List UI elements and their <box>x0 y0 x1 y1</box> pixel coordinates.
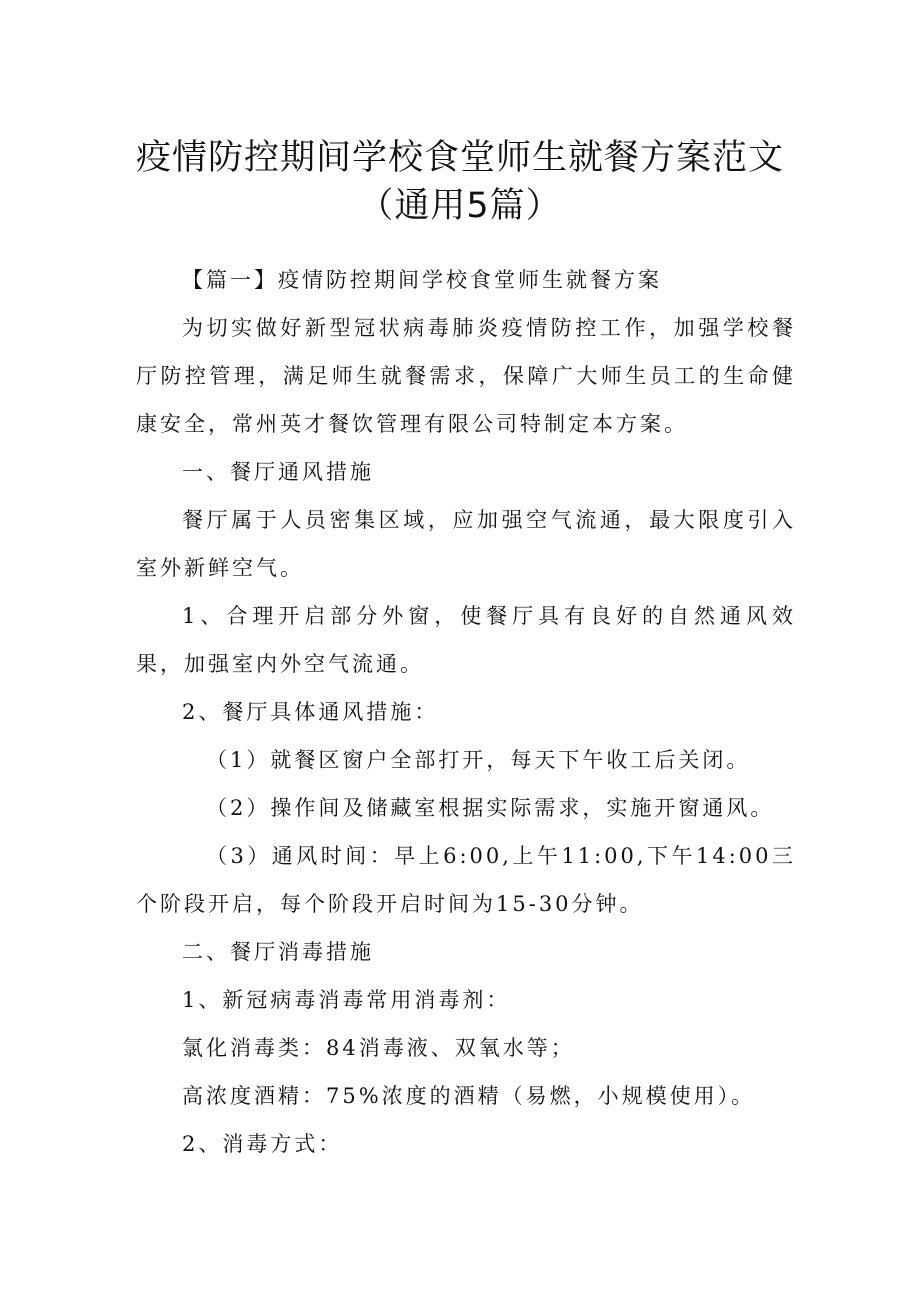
paragraph: 为切实做好新型冠状病毒肺炎疫情防控工作，加强学校餐厅防控管理，满足师生就餐需求，保障广大师生员工的生命健康安全，常州英才餐饮管理有限公司特制定本方案。 <box>136 316 796 436</box>
document-title: 疫情防控期间学校食堂师生就餐方案范文 <box>135 138 784 178</box>
list-item: （3）通风时间：早上6:00,上午11:00,下午14:00三个阶段开启，每个阶段开启时间为15-30分钟。 <box>136 844 796 916</box>
document-body <box>136 256 796 1168</box>
list-item: （2）操作间及储藏室根据实际需求，实施开窗通风。 <box>206 796 775 820</box>
list-item: （1）就餐区窗户全部打开，每天下午收工后关闭。 <box>206 748 751 772</box>
paragraph: 氯化消毒类：84消毒液、双氧水等； <box>182 1036 575 1060</box>
paragraph: 1、合理开启部分外窗，使餐厅具有良好的自然通风效果，加强室内外空气流通。 <box>136 604 796 676</box>
paragraph: 1、新冠病毒消毒常用消毒剂： <box>182 988 511 1012</box>
paragraph: 高浓度酒精：75%浓度的酒精（易燃，小规模使用）。 <box>182 1084 756 1108</box>
paragraph: 餐厅属于人员密集区域，应加强空气流通，最大限度引入室外新鲜空气。 <box>136 508 796 580</box>
section-heading: 一、餐厅通风措施 <box>182 460 374 484</box>
document-subtitle: （通用5篇） <box>358 186 562 226</box>
paragraph: 2、餐厅具体通风措施： <box>182 700 439 724</box>
paragraph: 2、消毒方式： <box>182 1132 343 1156</box>
section-heading: 二、餐厅消毒措施 <box>182 940 374 964</box>
section-heading: 【篇一】疫情防控期间学校食堂师生就餐方案 <box>182 268 662 292</box>
